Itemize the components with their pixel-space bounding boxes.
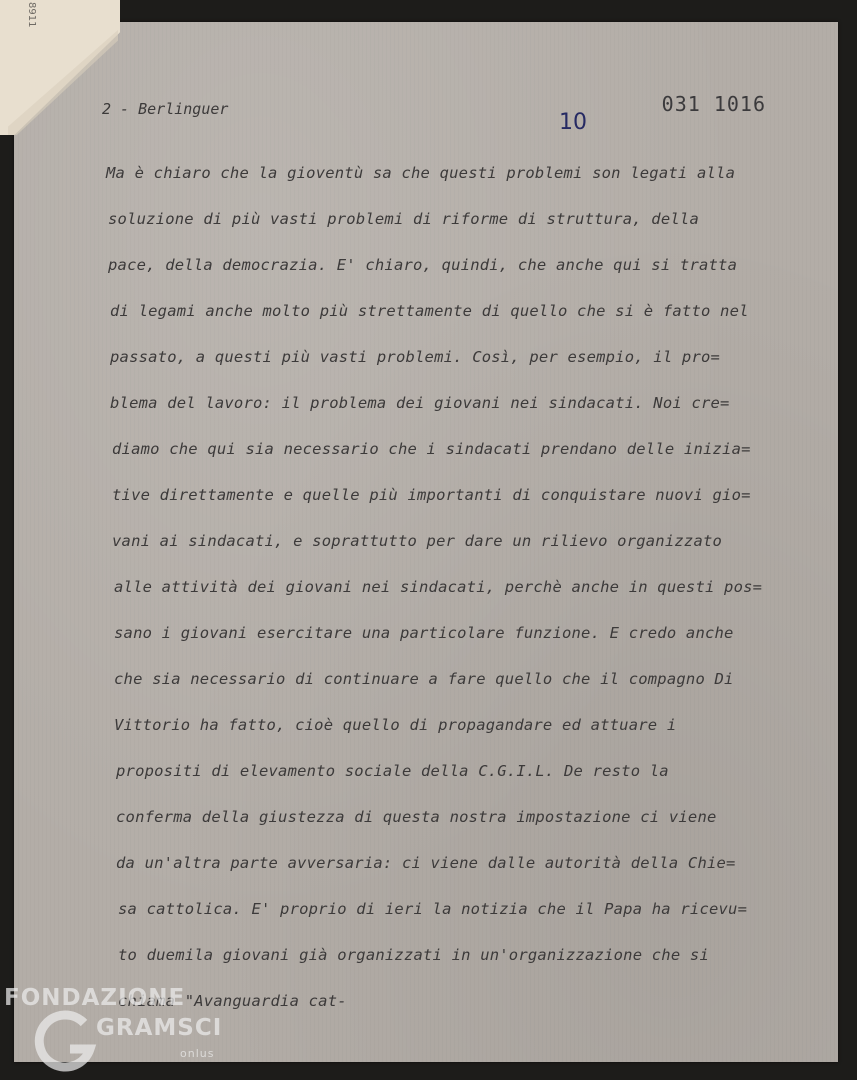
text-line: chiama "Avanguardia cat- xyxy=(118,992,347,1010)
text-line: diamo che qui sia necessario che i sindacati prendano delle inizia= xyxy=(112,440,751,458)
watermark-suffix: onlus xyxy=(180,1047,215,1060)
text-line: to duemila giovani già organizzati in un'organizzazione che si xyxy=(118,946,709,964)
text-line: conferma della giustezza di questa nostra impostazione ci viene xyxy=(116,808,717,826)
text-line: soluzione di più vasti problemi di riforme di struttura, della xyxy=(108,210,699,228)
text-line: vani ai sindacati, e soprattutto per dare un rilievo organizzato xyxy=(112,532,723,550)
text-line: passato, a questi più vasti problemi. Così, per esempio, il pro= xyxy=(110,348,721,366)
typewritten-sheet xyxy=(14,22,838,1062)
text-line: alle attività dei giovani nei sindacati, perchè anche in questi pos= xyxy=(114,578,763,596)
text-line: propositi di elevamento sociale della C.G.I.L. De resto la xyxy=(116,762,669,780)
text-line: sano i giovani esercitare una particolare funzione. E credo anche xyxy=(114,624,734,642)
watermark-line2: GRAMSCI xyxy=(96,1015,223,1041)
text-line: pace, della democrazia. E' chiaro, quindi, che anche qui si tratta xyxy=(108,256,738,274)
text-line: Vittorio ha fatto, cioè quello di propagandare ed attuare i xyxy=(114,716,677,734)
edge-mark: 8911 xyxy=(26,2,37,28)
watermark-logo-icon xyxy=(34,1009,98,1073)
text-line: che sia necessario di continuare a fare quello che il compagno Di xyxy=(114,670,734,688)
text-line: Ma è chiaro che la gioventù sa che questi problemi son legati alla xyxy=(106,164,736,182)
text-line: sa cattolica. E' proprio di ieri la notizia che il Papa ha ricevu= xyxy=(118,900,748,918)
text-line: di legami anche molto più strettamente di quello che si è fatto nel xyxy=(110,302,749,320)
text-line: da un'altra parte avversaria: ci viene dalle autorità della Chie= xyxy=(116,854,736,872)
page-header: 2 - Berlinguer xyxy=(102,100,229,118)
text-line: blema del lavoro: il problema dei giovani nei sindacati. Noi cre= xyxy=(110,394,730,412)
watermark xyxy=(4,985,234,1080)
archive-number: 031 1016 xyxy=(661,92,766,116)
watermark-line1: FONDAZIONE xyxy=(4,985,186,1011)
handwritten-page-number: 10 xyxy=(559,110,587,135)
text-line: tive direttamente e quelle più importanti di conquistare nuovi gio= xyxy=(112,486,751,504)
